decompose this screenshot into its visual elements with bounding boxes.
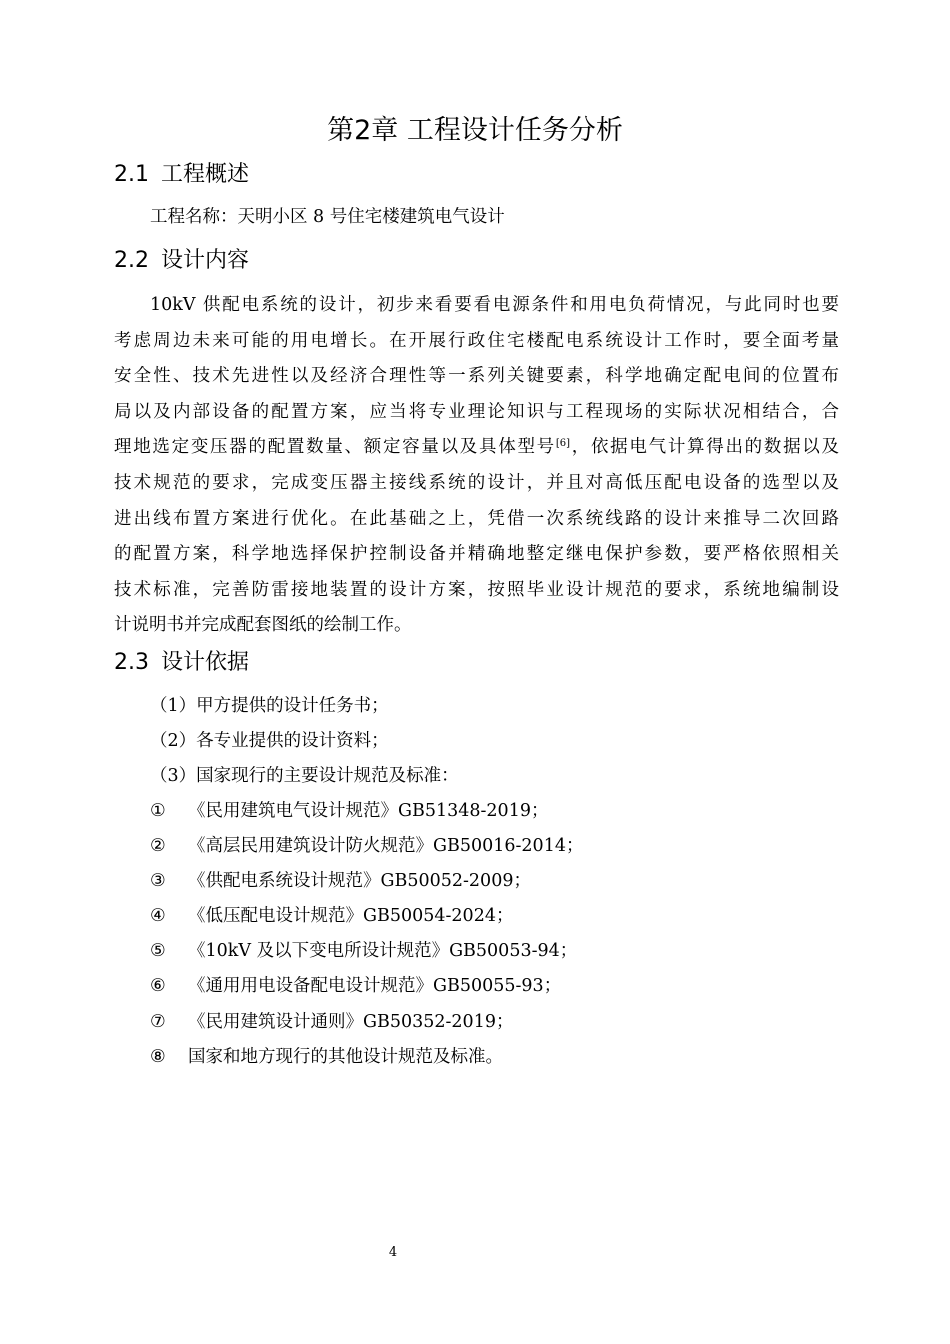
paragraph-line — [114, 430, 839, 466]
list-marker: ⑧ — [150, 1046, 166, 1067]
paragraph-line: 技术标准，完善防雷接地装置的设计方案，按照毕业设计规范的要求，系统地编制设 — [114, 579, 839, 600]
paragraph-line: 进出线布置方案进行优化。在此基础之上，凭借一次系统线路的设计来推导二次回路 — [114, 508, 839, 529]
standard-item — [150, 1040, 583, 1075]
paragraph-line: 局以及内部设备的配置方案，应当将专业理论知识与工程现场的实际状况相结合，合 — [114, 401, 839, 422]
list-item: （1）甲方提供的设计任务书； — [150, 696, 389, 716]
standard-item — [150, 1005, 583, 1040]
citation-reference[interactable]: [6] — [555, 438, 571, 450]
standard-item — [150, 829, 583, 864]
section-title: 工程概述 — [161, 162, 250, 187]
basis-list — [150, 689, 459, 794]
standards-list — [150, 794, 583, 1075]
standard-text: 《10kV 及以下变电所设计规范》GB50053-94； — [188, 941, 578, 962]
chapter-title: 第2章 工程设计任务分析 — [327, 115, 623, 146]
list-marker: ④ — [150, 906, 166, 927]
section-number: 2.1 — [114, 162, 149, 187]
list-marker: ③ — [150, 871, 166, 892]
section-title: 设计内容 — [161, 248, 250, 273]
list-marker: ② — [150, 836, 166, 857]
standard-text: 《通用用电设备配电设计规范》GB50055-93； — [188, 976, 562, 997]
project-name-line: 工程名称：天明小区 8 号住宅楼建筑电气设计 — [150, 207, 505, 227]
standard-text: 《低压配电设计规范》GB50054-2024； — [188, 906, 514, 927]
section-heading-content — [114, 246, 249, 276]
standard-text: 国家和地方现行的其他设计规范及标准。 — [188, 1046, 503, 1067]
list-item: （2）各专业提供的设计资料； — [150, 731, 389, 752]
section-number: 2.2 — [114, 248, 149, 273]
standard-text: 《高层民用建筑设计防火规范》GB50016-2014； — [188, 836, 584, 857]
paragraph-line: 的配置方案，科学地选择保护控制设备并精确地整定继电保护参数，要严格依照相关 — [114, 544, 839, 565]
standard-item — [150, 899, 583, 934]
paragraph-line: 考虑周边未来可能的用电增长。在开展行政住宅楼配电系统设计工作时，要全面考量 — [114, 330, 839, 351]
paragraph-line: 技术规范的要求，完成变压器主接线系统的设计，并且对高低压配电设备的选型以及 — [114, 472, 839, 493]
line-segment: ，依据电气计算得出的数据以及 — [570, 437, 840, 458]
paragraph-line: 安全性、技术先进性以及经济合理性等一系列关键要素，科学地确定配电间的位置布 — [114, 366, 839, 387]
section-heading-basis — [114, 648, 249, 678]
list-marker: ① — [150, 801, 166, 821]
list-marker: ⑥ — [150, 976, 166, 997]
line-segment: 理地选定变压器的配置数量、额定容量以及具体型号 — [114, 437, 556, 458]
standard-text: 《供配电系统设计规范》GB50052-2009； — [188, 871, 531, 892]
section-title: 设计依据 — [161, 650, 250, 675]
standard-item — [150, 794, 583, 829]
paragraph-line: 计说明书并完成配套图纸的绘制工作。 — [114, 615, 412, 636]
standard-text: 《民用建筑电气设计规范》GB51348-2019； — [188, 801, 549, 821]
paragraph-line: 10kV 供配电系统的设计，初步来看要看电源条件和用电负荷情况，与此同时也要 — [150, 295, 839, 315]
standard-item — [150, 969, 583, 1004]
section-heading-overview — [114, 160, 249, 190]
list-item: （3）国家现行的主要设计规范及标准： — [150, 766, 459, 787]
standard-item — [150, 934, 583, 969]
list-marker: ⑦ — [150, 1011, 166, 1032]
section-number: 2.3 — [114, 650, 149, 675]
design-content-paragraph — [114, 288, 839, 644]
standard-text: 《民用建筑设计通则》GB50352-2019； — [188, 1011, 514, 1032]
list-marker: ⑤ — [150, 941, 166, 962]
standard-item — [150, 864, 583, 899]
page-number: 4 — [388, 1245, 398, 1260]
